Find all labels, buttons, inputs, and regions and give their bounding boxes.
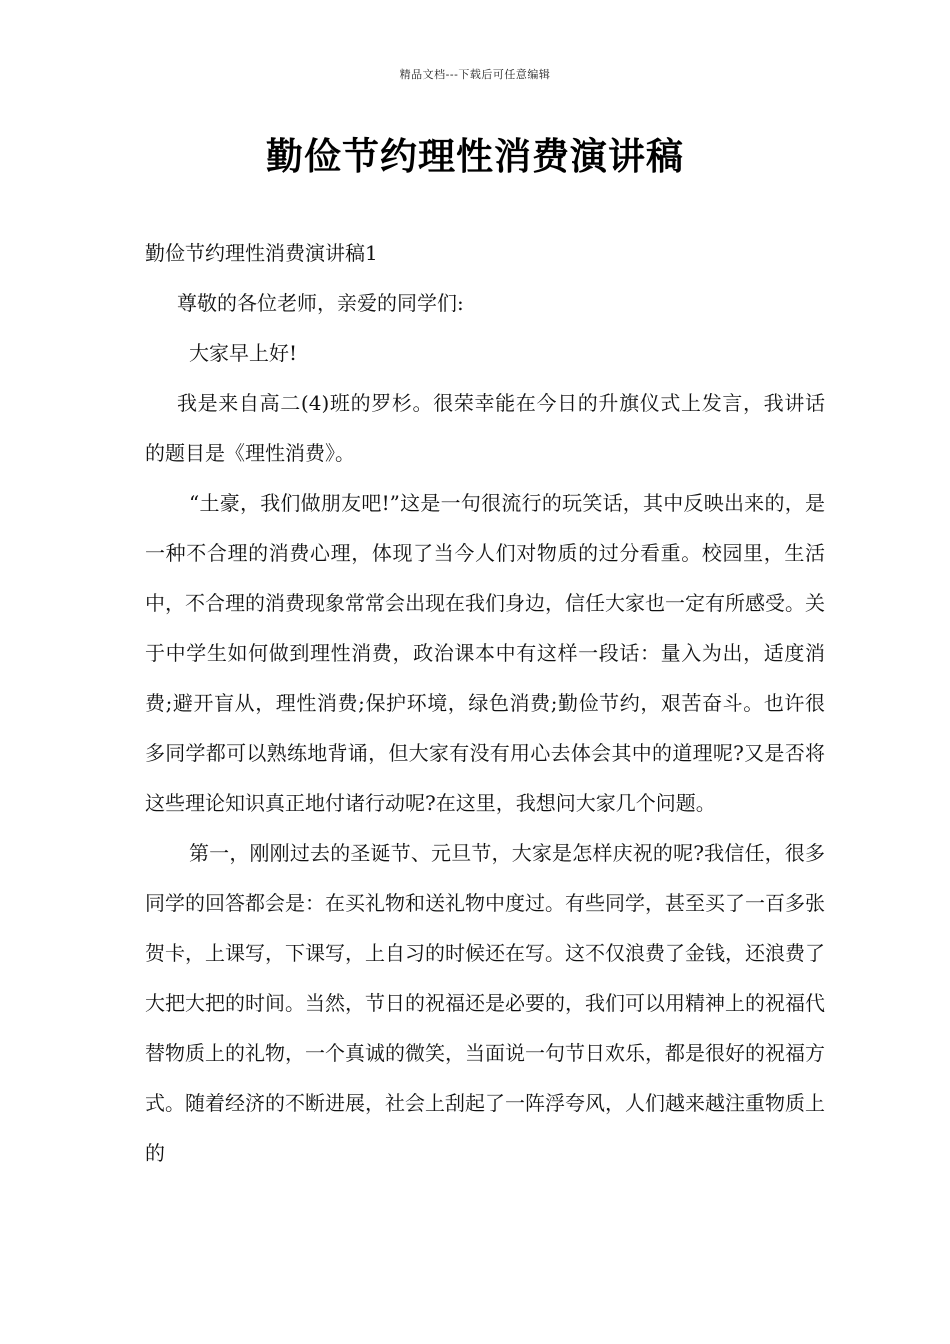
- greeting: 大家早上好!: [189, 341, 298, 365]
- paragraph-intro: 我是来自高二(4)班的罗杉。很荣幸能在今日的升旗仪式上发言，我讲话的题目是《理性消费》。: [145, 391, 825, 465]
- paragraph-body-2: 第一，刚刚过去的圣诞节、元旦节，大家是怎样庆祝的呢?我信任，很多同学的回答都会是：在买礼物和送礼物中度过。有些同学，甚至买了一百多张贺卡，上课写，下课写，上自习的时候还在写。这不仅浪费了金钱，还浪费了大把大把的时间。当然，节日的祝福还是必要的，我们可以用精神上的祝福代替物质上的礼物，一个真诚的微笑，当面说一句节日欢乐，都是很好的祝福方式。随着经济的不断进展，社会上刮起了一阵浮夸风，人们越来越注重物质上的: [145, 841, 825, 1165]
- paragraph-body-1: “土豪，我们做朋友吧!”这是一句很流行的玩笑话，其中反映出来的，是一种不合理的消费心理，体现了当今人们对物质的过分看重。校园里，生活中，不合理的消费现象常常会出现在我们身边，信任大家也一定有所感受。关于中学生如何做到理性消费，政治课本中有这样一段话：量入为出，适度消费;避开盲从，理性消费;保护环境，绿色消费;勤俭节约，艰苦奋斗。也许很多同学都可以熟练地背诵，但大家有没有用心去体会其中的道理呢?又是否将这些理论知识真正地付诸行动呢?在这里，我想问大家几个问题。: [145, 491, 825, 815]
- section-heading: 勤俭节约理性消费演讲稿1: [145, 241, 378, 265]
- salutation: 尊敬的各位老师，亲爱的同学们:: [177, 291, 464, 315]
- document-title: 勤俭节约理性消费演讲稿: [266, 135, 684, 178]
- header-note: 精品文档---下载后可任意编辑: [399, 68, 551, 81]
- document-body: [145, 228, 825, 1178]
